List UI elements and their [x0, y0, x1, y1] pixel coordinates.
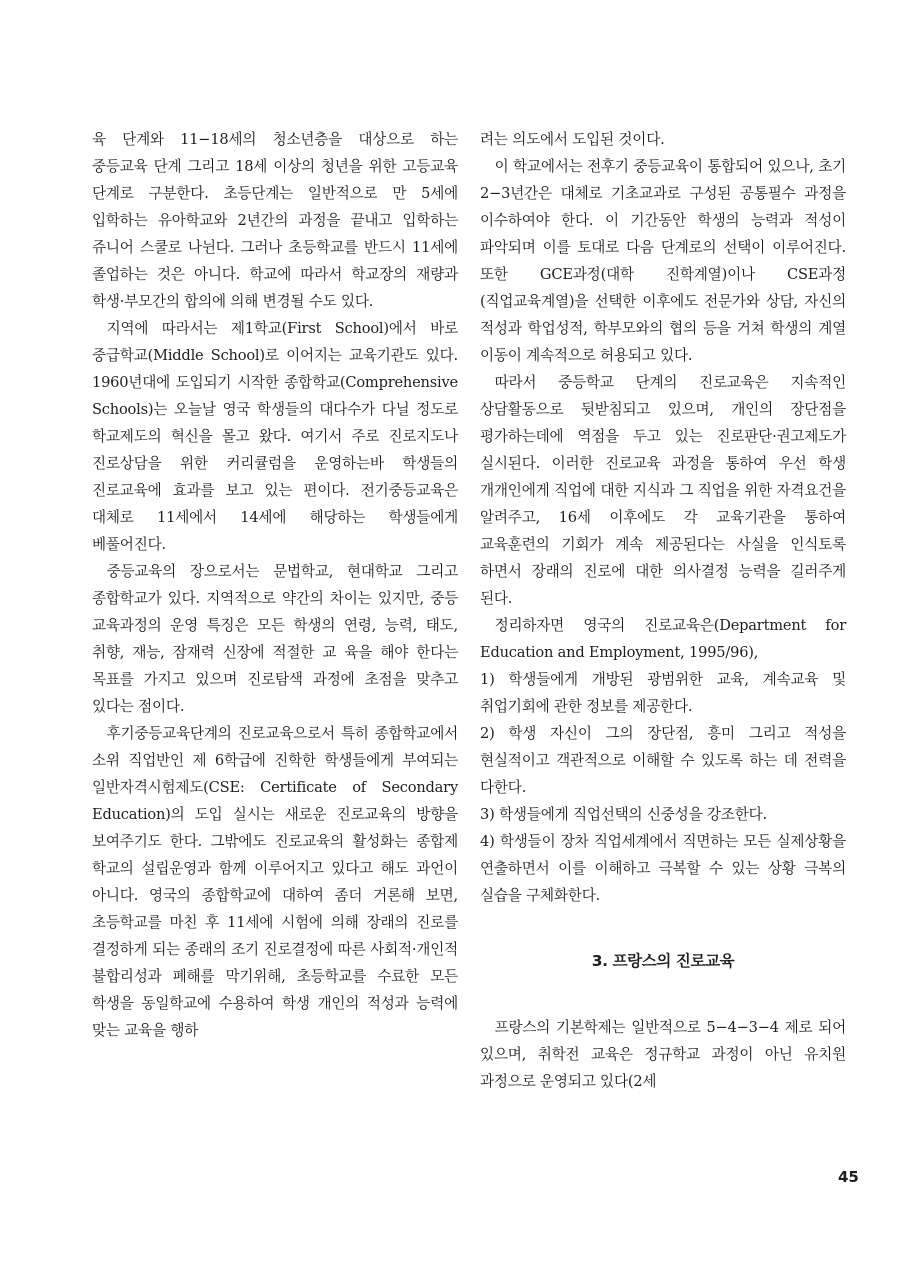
paragraph: 육 단계와 11−18세의 청소년층을 대상으로 하는 중등교육 단계 그리고 18세 이상의 청년을 위한 고등교육 단계로 구분한다. 초등단계는 일반적으로 만 5세에 입학하는 유아학교와 2년간의 과정을 끝내고 입학하는 쥬니어 스쿨로 나뉜다. 그러나 초등학교를 반드시 11세에 졸업하는 것은 아니다. 학교에 따라서 학교장의 재량과 학생·부모간의 합의에 의해 변경될 수도 있다. — [92, 131, 458, 310]
list-item: 4) 학생들이 장차 직업세계에서 직면하는 모든 실제상황을 연출하면서 이를 이해하고 극복할 수 있는 상황 극복의 실습을 구체화한다. — [480, 833, 846, 904]
paragraph: 지역에 따라서는 제1학교(First School)에서 바로 중급학교(Middle School)로 이어지는 교육기관도 있다. 1960년대에 도입되기 시작한 종합학교(Comprehensive Schools)는 오늘날 영국 학생들의 대다수가 다닐 정도로 학교제도의 혁신을 몰고 왔다. 여기서 주로 진로지도나 진로상담을 위한 커리큘럼을 운영하는바 학생들의 진로교육에 효과를 보고 있는 편이다. 전기중등교육은 대체로 11세에서 14세에 해당하는 학생들에게 베풀어진다. — [92, 320, 458, 553]
list-item: 2) 학생 자신이 그의 장단점, 흥미 그리고 적성을 현실적이고 객관적으로 이해할 수 있도록 하는 데 전력을 다한다. — [480, 725, 846, 796]
left-column — [92, 126, 458, 1044]
paragraph: 프랑스의 기본학제는 일반적으로 5−4−3−4 제로 되어 있으며, 취학전 교육은 정규학교 과정이 아닌 유치원 과정으로 운영되고 있다(2세 — [480, 1019, 846, 1090]
paragraph: 려는 의도에서 도입된 것이다. — [480, 131, 665, 148]
section-heading: 3. 프랑스의 진로교육 — [591, 952, 735, 970]
paragraph: 정리하자면 영국의 진로교육은(Department for Education and Employment, 1995/96), — [480, 617, 846, 661]
paragraph: 중등교육의 장으로서는 문법학교, 현대학교 그리고 종합학교가 있다. 지역적으로 약간의 차이는 있지만, 중등 교육과정의 운영 특징은 모든 학생의 연령, 능력, 태도, 취향, 재능, 잠재력 신장에 적절한 교 육을 해야 한다는 목표를 가지고 있으며 진로탐색 과정에 초점을 맞추고 있다는 점이다. — [92, 563, 458, 715]
list-item: 1) 학생들에게 개방된 광범위한 교육, 계속교육 및 취업기회에 관한 정보를 제공한다. — [480, 671, 846, 715]
paragraph: 이 학교에서는 전후기 중등교육이 통합되어 있으나, 초기 2−3년간은 대체로 기초교과로 구성된 공통필수 과정을 이수하여야 한다. 이 기간동안 학생의 능력과 적성이 파악되며 이를 토대로 다음 단계로의 선택이 이루어진다. 또한 GCE과정(대학 진학계열)이나 CSE과정(직업교육계열)을 선택한 이후에도 전문가와 상담, 자신의 적성과 학업성적, 학부모와의 협의 등을 거쳐 학생의 계열 이동이 계속적으로 허용되고 있다. — [480, 158, 846, 364]
page-number: 45 — [838, 1168, 859, 1186]
paragraph: 따라서 중등학교 단계의 진로교육은 지속적인 상담활동으로 뒷받침되고 있으며, 개인의 장단점을 평가하는데에 역점을 두고 있는 진로판단·권고제도가 실시된다. 이러한 진로교육 과정을 통하여 우선 학생 개개인에게 직업에 대한 지식과 그 직업을 위한 자격요건을 알려주고, 16세 이후에도 각 교육기관을 통하여 교육훈련의 기회가 계속 제공된다는 사실을 인식토록 하면서 장래의 진로에 대한 의사결정 능력을 길러주게 된다. — [480, 374, 846, 607]
list-item: 3) 학생들에게 직업선택의 신중성을 강조한다. — [480, 806, 767, 823]
paragraph: 후기중등교육단계의 진로교육으로서 특히 종합학교에서 소위 직업반인 제 6학급에 진학한 학생들에게 부여되는 일반자격시험제도(CSE: Certificate of Secondary Education)의 도입 실시는 새로운 진로교육의 방향을 보여주기도 한다. 그밖에도 진로교육의 활성화는 종합제 학교의 설립운영과 함께 이루어지고 있다고 해도 과언이 아니다. 영국의 종합학교에 대하여 좀더 거론해 보면, 초등학교를 마친 후 11세에 시험에 의해 장래의 진로를 결정하게 되는 종래의 조기 진로결정에 따른 사회적·개인적 불합리성과 폐해를 막기위해, 초등학교를 수료한 모든 학생을 동일학교에 수용하여 학생 개인의 적성과 능력에 맞는 교육을 행하 — [92, 725, 458, 1039]
right-column — [480, 126, 846, 1095]
